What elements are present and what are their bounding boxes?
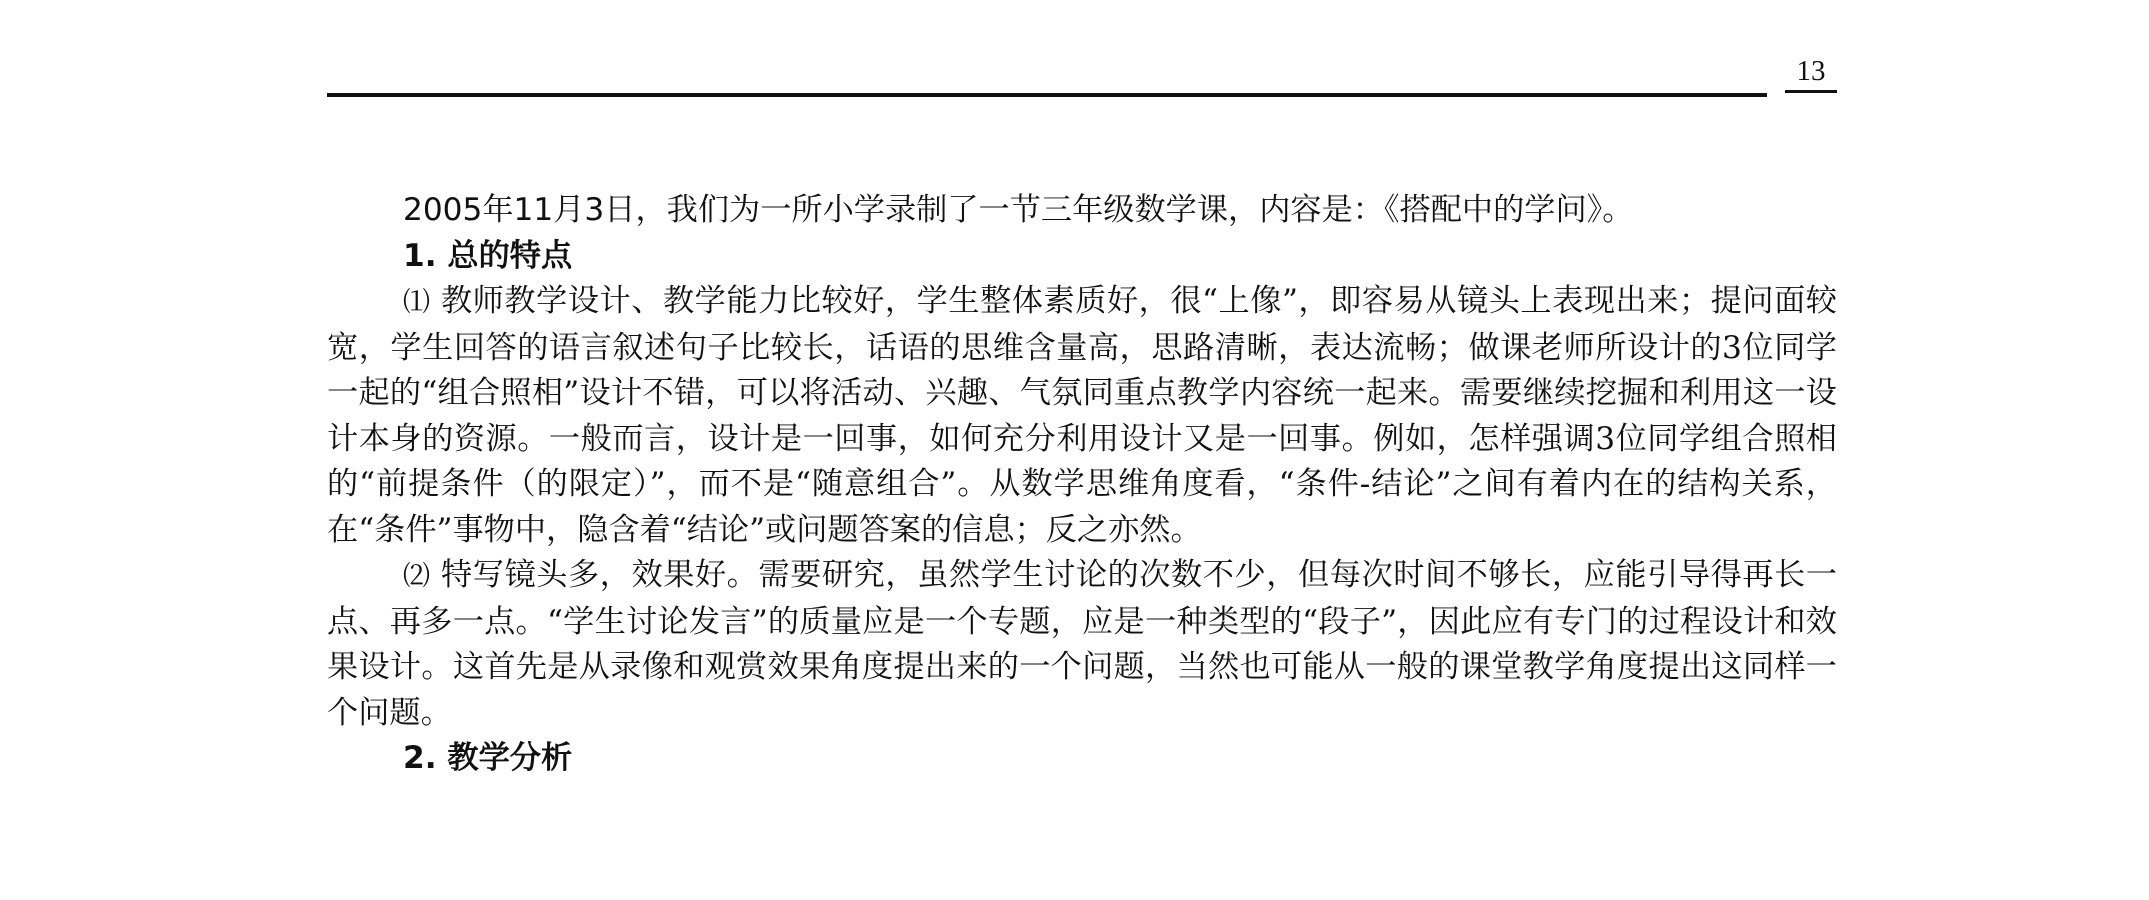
paragraph-2-marker: ⑵	[403, 561, 431, 592]
paragraph-1-marker: ⑴	[403, 287, 431, 318]
paragraph-2	[327, 553, 1837, 736]
paragraph-1-text: 教师教学设计、教学能力比较好，学生整体素质好，很“上像”，即容易从镜头上表现出来；提问面较宽，学生回答的语言叙述句子比较长，话语的思维含量高，思路清晰，表达流畅；做课老师所设计的3位同学一起的“组合照相”设计不错，可以将活动、兴趣、气氛同重点教学内容统一起来。需要继续挖掘和利用这一设计本身的资源。一般而言，设计是一回事，如何充分利用设计又是一回事。例如，怎样强调3位同学组合照相的“前提条件（的限定）”，而不是“随意组合”。从数学思维角度看，“条件-结论”之间有着内在的结构关系，在“条件”事物中，隐含着“结论”或问题答案的信息；反之亦然。	[327, 283, 1837, 548]
section-heading-1: 1. 总的特点	[403, 237, 573, 274]
paragraph-2-text: 特写镜头多，效果好。需要研究，虽然学生讨论的次数不少，但每次时间不够长，应能引导得再长一点、再多一点。“学生讨论发言”的质量应是一个专题，应是一种类型的“段子”，因此应有专门的过程设计和效果设计。这首先是从录像和观赏效果角度提出来的一个问题，当然也可能从一般的课堂教学角度提出这同样一个问题。	[327, 557, 1838, 731]
page-body	[327, 188, 1837, 782]
page-number-underline	[1785, 90, 1837, 93]
page-number: 13	[1796, 55, 1826, 87]
section-heading-2: 2. 教学分析	[403, 740, 573, 776]
paragraph-1	[327, 279, 1837, 553]
intro-paragraph: 2005年11月3日，我们为一所小学录制了一节三年级数学课，内容是：《搭配中的学问》。	[403, 192, 1634, 228]
header-rule	[327, 93, 1767, 97]
page-header	[327, 52, 1837, 102]
